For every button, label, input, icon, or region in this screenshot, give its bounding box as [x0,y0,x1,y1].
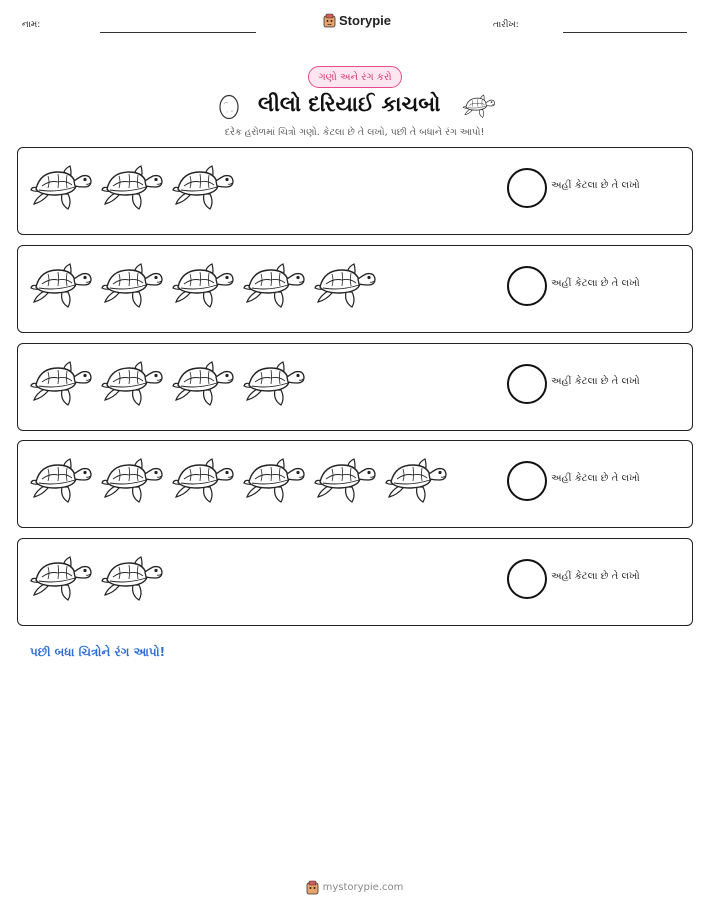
worksheet-header [0,0,709,50]
counting-row [17,245,693,333]
date-label: તારીખ: [493,20,519,30]
answer-circle[interactable] [507,266,547,306]
footer-site: mystorypie.com [322,882,404,893]
sea-turtle-icon[interactable] [243,262,305,308]
turtle-group [30,555,172,601]
sea-turtle-icon[interactable] [314,262,376,308]
sea-turtle-icon[interactable] [30,555,92,601]
title-row [0,92,709,118]
sea-turtle-icon[interactable] [101,457,163,503]
turtle-group [30,360,314,406]
instructions: દરેક હરોળમાં ચિત્રો ગણો. કેટલા છે તે લખો, પછી તે બધાને રંગ આપો! [224,127,485,138]
answer-label: અહીં કેટલા છે તે લખો [551,376,640,387]
sea-turtle-icon[interactable] [314,457,376,503]
counting-row [17,343,693,431]
sea-turtle-icon[interactable] [172,164,234,210]
sea-turtle-icon[interactable] [101,164,163,210]
sea-turtle-icon[interactable] [385,457,447,503]
turtle-group [30,262,385,308]
turtle-group [30,164,243,210]
answer-label: અહીં કેટલા છે તે લખો [551,571,640,582]
name-label: નામ: [22,20,41,30]
sea-turtle-icon[interactable] [243,360,305,406]
answer-circle[interactable] [507,559,547,599]
sea-turtle-icon[interactable] [30,164,92,210]
sea-turtle-icon[interactable] [172,457,234,503]
activity-badge: ગણો અને રંગ કરો [308,66,402,88]
sea-turtle-icon[interactable] [30,262,92,308]
counting-row [17,440,693,528]
sea-turtle-icon[interactable] [172,360,234,406]
answer-circle[interactable] [507,461,547,501]
sea-turtle-icon[interactable] [101,555,163,601]
counting-row [17,538,693,626]
egg-icon [218,92,240,120]
answer-circle[interactable] [507,168,547,208]
answer-circle[interactable] [507,364,547,404]
date-line[interactable] [563,32,687,33]
answer-label: અહીં કેટલા છે તે લખો [551,278,640,289]
sea-turtle-icon[interactable] [243,457,305,503]
brand [323,13,391,28]
name-line[interactable] [100,32,256,33]
sea-turtle-icon[interactable] [30,360,92,406]
storypie-logo-icon [323,13,336,28]
brand-name: Storypie [339,13,392,28]
sea-turtle-icon[interactable] [172,262,234,308]
page-title: લીલો દરિયાઈ કાચબો [258,92,441,116]
footer-note: પછી બધા ચિત્રોને રંગ આપો! [30,645,166,659]
sea-turtle-icon[interactable] [101,262,163,308]
sea-turtle-icon[interactable] [101,360,163,406]
footer [0,880,709,895]
storypie-logo-icon [306,880,319,895]
sea-turtle-icon[interactable] [30,457,92,503]
answer-label: અહીં કેટલા છે તે લખો [551,180,640,191]
answer-label: અહીં કેટલા છે તે લખો [551,473,640,484]
counting-row [17,147,693,235]
turtle-group [30,457,456,503]
sea-turtle-icon [461,94,497,118]
